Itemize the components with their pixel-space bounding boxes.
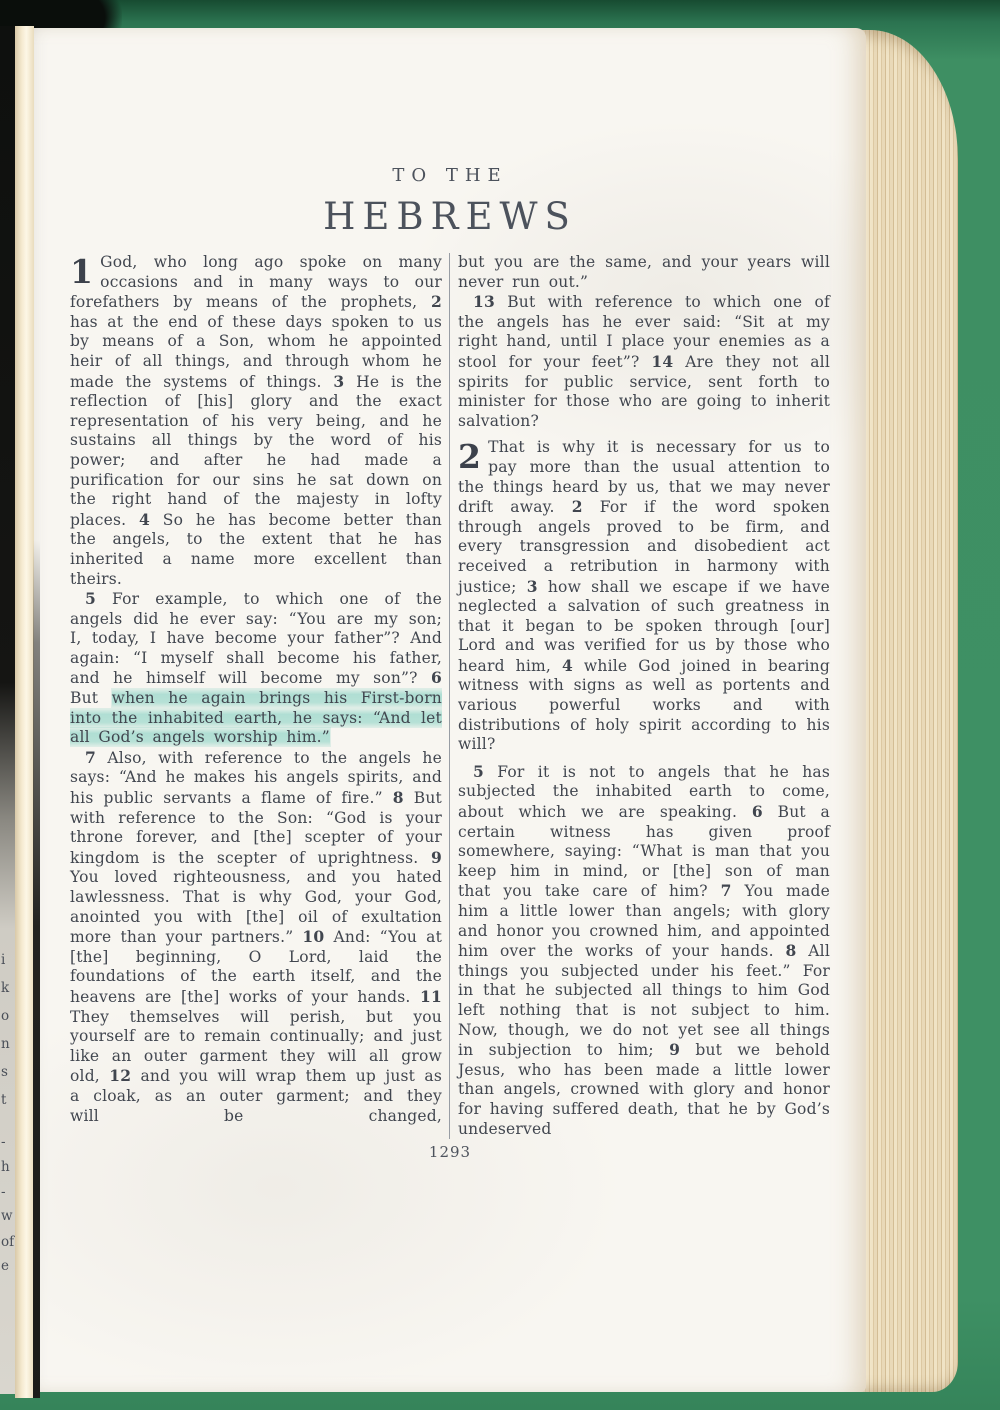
book-page-edges — [858, 30, 958, 1392]
cutoff-letter: h — [1, 1159, 10, 1175]
cutoff-letter: e — [1, 1258, 9, 1274]
cutoff-letter: s — [1, 1064, 8, 1080]
verse-text: That is why it is necessary for us to pay more than the usual attention to the things heard by us, that we may never drift away. 2 For if the word spoken through angels proved to be firm, and every transgression and disobedient act received a retribution in harmony with justice; 3 how shall we escape if we have neglected a salvation of such greatness in that it began to be spoken through [our] Lord and was verified for us by those who heard him, 4 while God joined in bearing witness with signs as well as portents and various powerful works and with distributions of holy spirit according to his will? — [458, 438, 830, 754]
cutoff-letter: o — [1, 1008, 10, 1024]
page-fold-edge — [15, 26, 34, 1398]
book-title: HEBREWS — [323, 195, 577, 238]
verses-13-14 — [458, 292, 830, 431]
chapter-1-opening — [70, 253, 442, 589]
highlighted-verse-6: when he again brings his First-born into the inhabited earth, he says: “And let all God’s angels worship him.” — [70, 689, 442, 747]
cutoff-letter: t — [1, 1092, 7, 1108]
two-column-text — [70, 253, 830, 1139]
verse-text: but you are the same, and your years will never run out.” — [458, 253, 830, 291]
left-column — [70, 253, 450, 1139]
verses-5-9 — [458, 762, 830, 1139]
right-column — [450, 253, 830, 1139]
verse-text: 13 But with reference to which one of the angels has he ever said: “Sit at my right hand, until I place your enemies as a stool for your feet”? 14 Are they not all spirits for public service, sent forth to minister for those who are going to inherit salvation? — [458, 292, 830, 430]
cutoff-letter: w — [1, 1208, 13, 1224]
cutoff-letter: k — [1, 980, 10, 996]
page-content — [70, 28, 830, 1392]
chapter-2-number: 2 — [458, 437, 482, 477]
bible-page — [24, 28, 866, 1392]
cutoff-letter: - — [1, 1184, 6, 1200]
cutoff-letter: i — [1, 952, 6, 968]
gutter-shadow — [33, 540, 40, 1398]
page-number: 1293 — [428, 1143, 472, 1162]
facing-page-sliver — [0, 26, 15, 1394]
verse-text: 5 For example, to which one of the angels did he ever say: “You are my son; I, today, I have become your father”? And again: “I myself shall become his father, and he himself will become my son”? 6 But — [70, 589, 442, 708]
verse-text: God, who long ago spoke on many occasions and in many ways to our forefathers by means of the prophets, 2 has at the end of these days spoken to us by means of a Son, whom he appointed heir of all things, and through whom he made the systems of things. 3 He is the reflection of [his] glory and the exact representation of his very being, and he sustains all things by the word of his power; and after he had made a purification for our sins he sat down on the right hand of the majesty in lofty places. 4 So he has become better than the angels, to the extent that he has inherited a name more excellent than theirs. — [70, 253, 442, 588]
book-header — [70, 165, 830, 238]
verse-text: 7 Also, with reference to the angels he says: “And he makes his angels spirits, and his public servants a flame of fire.” 8 But with reference to the Son: “God is your throne forever, and [the] scepter of your kingdom is the scepter of uprightness. 9 You loved righteousness, and you hated lawlessness. That is why God, your God, anointed you with [the] oil of exultation more than your partners.” 10 And: “You at [the] beginning, O Lord, laid the foundations of the earth itself, and the heavens are [the] works of your hands. 11 They themselves will perish, but you yourself are to remain continually; and just like an outer garment they will all grow old, 12 and you will wrap them up just as a cloak, as an outer garment; and they will be changed, — [70, 747, 442, 1125]
verses-5-6 — [70, 589, 442, 748]
verse-12-continuation — [458, 253, 830, 292]
chapter-2-opening — [458, 438, 830, 755]
chapter-1-number: 1 — [70, 252, 94, 291]
cutoff-letter: of — [1, 1234, 15, 1250]
cutoff-letter: n — [1, 1036, 10, 1052]
book-supertitle: TO THE — [392, 165, 508, 186]
cutoff-letter: - — [1, 1134, 6, 1150]
verses-7-12 — [70, 748, 442, 1126]
verse-text: 5 For it is not to angels that he has subjected the inhabited earth to come, about which we are speaking. 6 But a certain witness has given proof somewhere, saying: “What is man that you keep him in mind, or [the] son of man that you take care of him? 7 You made him a little lower than angels; with glory and honor you crowned him, and appointed him over the works of your hands. 8 All things you subjected under his feet.” For in that he subjected all things to him God left nothing that is not subject to him. Now, though, we do not yet see all things in subjection to him; 9 but we behold Jesus, who has been made a little lower than angels, crowned with glory and honor for having suffered death, that he by God’s undeserved — [458, 761, 830, 1138]
